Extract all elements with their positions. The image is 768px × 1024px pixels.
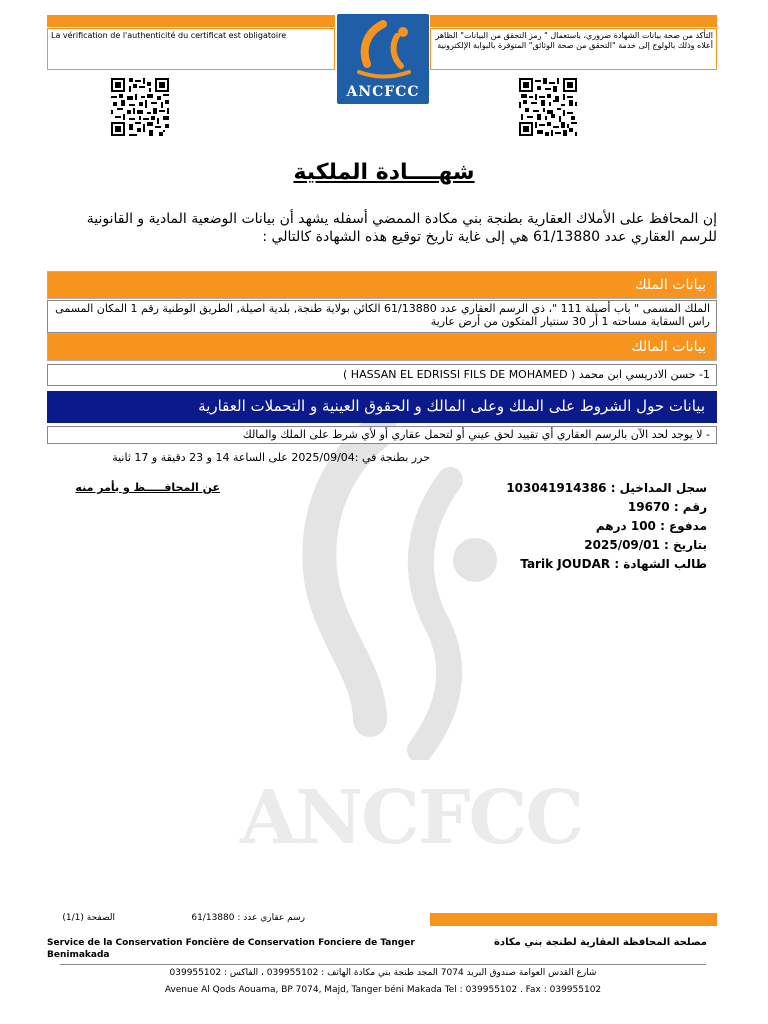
header-bar-left — [47, 15, 335, 27]
fee-details — [460, 479, 707, 574]
conservator-signature-label: عن المحافـــــظ و بأمر منه — [75, 481, 220, 494]
receipt-number: رقم : 19670 — [627, 500, 707, 514]
footer-page-number: الصفحة (1/1) — [62, 913, 115, 923]
certificate-requester: طالب الشهادة : Tarik JOUDAR — [520, 557, 707, 571]
property-details: الملك المسمى " باب أصيلة 111 "، ذي الرسم العقاري عدد 61/13880 الكائن بولاية طنجة, بلدية اصيلة, الطريق الوطنية رقم 1 المكان المسمى راس السقاية مساحته 1 أر 30 سنتيار المتكون من أرض عارية — [47, 300, 717, 333]
authenticity-notice-fr: La vérification de l'authenticité du certificat est obligatoire — [47, 28, 335, 70]
payment-date: بتاريخ : 2025/09/01 — [584, 538, 707, 552]
footer-address-ar: شارع القدس العوامة صندوق البريد 7074 المجد طنجة بني مكادة الهاتف : 039955102 ، الفاكس : 039955102 — [169, 968, 597, 978]
owner-section-heading: بيانات المالك — [47, 333, 717, 361]
conditions-details: - لا يوجد لحد الآن بالرسم العقاري أي تقييد لحق عيني أو لتحمل عقاري أو لأي شرط على الملك والمالك — [47, 426, 717, 444]
owner-details: 1- حسن الادريسي ابن محمد ( HASSAN EL EDRISSI FILS DE MOHAMED ) — [47, 364, 717, 386]
page-title-text: شهــــادة الملكية — [293, 160, 475, 185]
qr-code-left[interactable] — [111, 78, 169, 140]
ancfcc-logo — [337, 14, 429, 104]
footer-service-fr: Service de la Conservation Foncière de Conservation Fonciere de Tanger Benimakada — [47, 938, 415, 960]
property-section-heading: بيانات الملك — [47, 271, 717, 299]
issued-date-line: حرر بطنجة في :2025/09/04 على الساعة 14 و 23 دقيقة و 17 ثانية — [112, 451, 430, 464]
conditions-section-heading: بيانات حول الشروط على الملك وعلى المالك و الحقوق العينية و التحملات العقارية — [47, 391, 717, 423]
footer-address-fr: Avenue Al Qods Aouama, BP 7074, Majd, Tanger béni Makada Tel : 039955102 . Fax : 039955102 — [164, 985, 602, 995]
logo-text: ANCFCC — [346, 84, 420, 100]
intro-paragraph: إن المحافظ على الأملاك العقارية بطنجة بني مكادة الممضي أسفله يشهد أن بيانات الوضعية المادية و القانونية للرسم العقاري عدد 61/13880 هي إلى غاية تاريخ توقيع هذه الشهادة كالتالي : — [86, 211, 717, 245]
revenue-register: سجل المداخيل : 103041914386 — [506, 481, 707, 495]
watermark-logo-text: ANCFCC — [240, 775, 583, 861]
footer-service-ar: مصلحة المحافظة العقارية لطنجة بني مكادة — [494, 937, 707, 948]
watermark-emblem — [220, 420, 550, 760]
footer-title-deed: رسم عقاري عدد : 61/13880 — [191, 913, 305, 923]
page-title — [0, 160, 768, 185]
footer-bar — [430, 913, 717, 926]
header-bar-right — [430, 15, 717, 27]
footer-divider — [60, 964, 706, 965]
amount-paid: مدفوع : 100 درهم — [595, 519, 707, 533]
authenticity-notice-ar: التأكد من صحة بيانات الشهادة ضروري، باستعمال " رمز التحقق من البيانات" الظاهر أعلاه وذلك بالولوج إلى خدمة "التحقق من صحة الوثائق" المتوفرة بالبوابة الإلكترونية — [430, 28, 717, 70]
qr-code-right[interactable] — [519, 78, 577, 140]
